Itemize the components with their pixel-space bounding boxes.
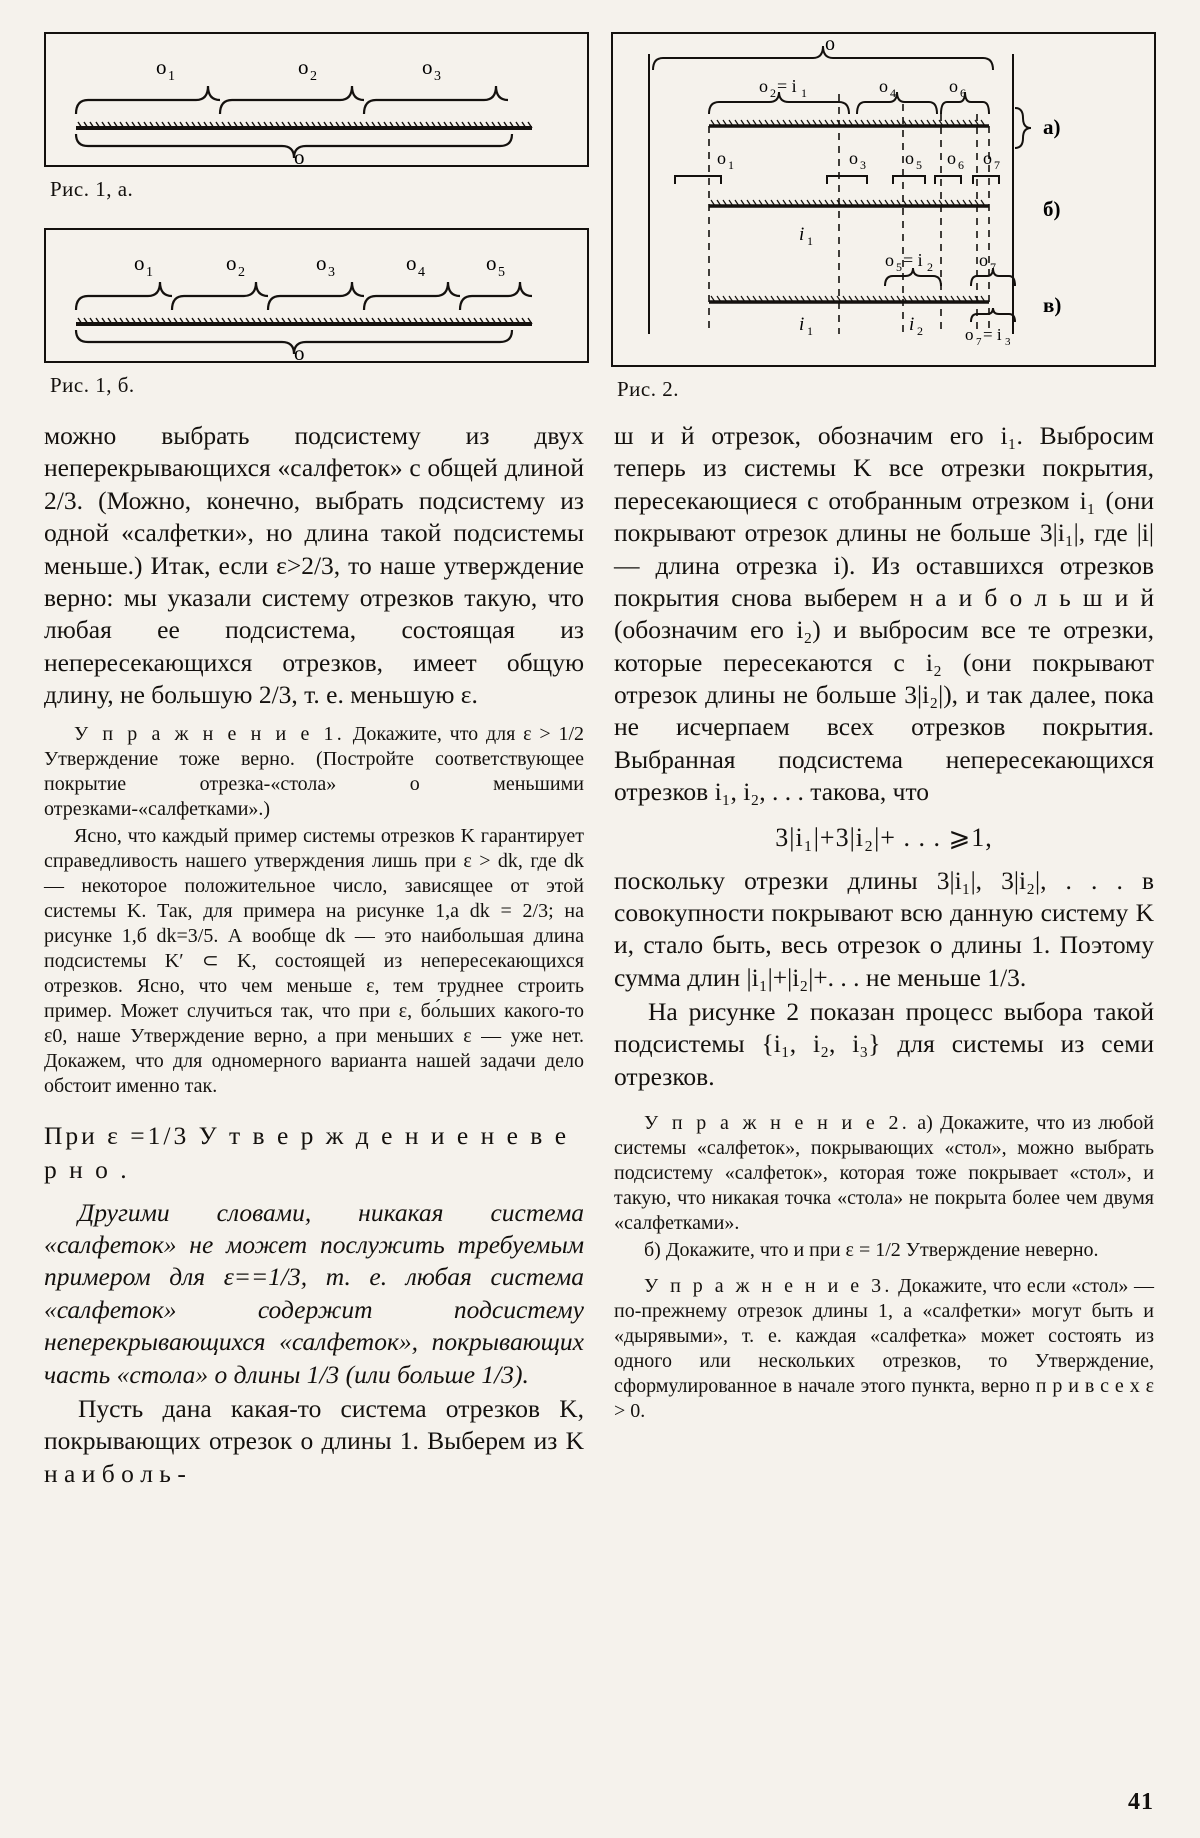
paragraph-right-2: поскольку отрезки длины 3|i₁|, 3|i₂|, . . . в совокупности покрывают всю данную систему K и, стало быть, весь отрезок o длины 1. Поэтому сумма длин |i₁|+|i₂|+. . . не меньше 1/3.	[614, 865, 1154, 992]
svg-text:o: o	[422, 55, 433, 79]
svg-text:а): а)	[1043, 115, 1061, 139]
svg-text:6: 6	[958, 158, 964, 172]
svg-text:o: o	[486, 251, 497, 275]
svg-text:i: i	[799, 314, 805, 335]
exercise-2-heading: У п р а ж н е н и е 2.	[644, 1112, 910, 1135]
svg-text:1: 1	[146, 265, 153, 280]
exercise-2	[614, 1111, 1154, 1236]
page-number: 41	[1128, 1789, 1154, 1815]
svg-text:o: o	[979, 250, 988, 270]
svg-text:o: o	[298, 55, 309, 79]
text-columns	[44, 420, 1156, 1492]
svg-text:o: o	[965, 325, 974, 344]
figures-right-column	[611, 24, 1156, 402]
svg-text:7: 7	[990, 260, 996, 274]
svg-text:= i: = i	[777, 76, 797, 96]
exercise-1	[44, 722, 584, 822]
svg-text:7: 7	[994, 158, 1000, 172]
figure-1b-drawing	[46, 230, 562, 361]
svg-text:o: o	[879, 76, 888, 96]
svg-text:o: o	[949, 76, 958, 96]
svg-text:o: o	[905, 148, 914, 168]
svg-text:o: o	[759, 76, 768, 96]
svg-text:o: o	[294, 341, 305, 361]
figures-left-column	[44, 24, 589, 398]
figure-1a-caption: Рис. 1, а.	[50, 177, 134, 201]
svg-text:5: 5	[896, 260, 902, 274]
figure-1a	[44, 32, 589, 167]
svg-text:2: 2	[770, 86, 776, 100]
paragraph-left-4: Пусть дана какая-то система отрезков K, покрывающих отрезок o длины 1. Выберем из K н а и б о л ь -	[44, 1393, 584, 1488]
display-equation: 3|i₁|+3|i₂|+ . . . ⩾1,	[775, 822, 993, 852]
svg-text:3: 3	[434, 69, 441, 84]
svg-text:1: 1	[168, 69, 175, 84]
figures-row	[44, 24, 1156, 402]
svg-text:o: o	[316, 251, 327, 275]
exercise-1-heading: У п р а ж н е н и е 1.	[74, 723, 345, 746]
svg-text:1: 1	[728, 158, 734, 172]
paragraph-left-3: Другими словами, никакая система «салфеток» не может послужить требуемым примером для ε==1/3, т. е. любая система «салфеток» содержит подсистему неперекрывающихся «салфеток», покрывающих часть «стола» o длины 1/3 (или больше 1/3).	[44, 1197, 584, 1389]
svg-text:1: 1	[807, 324, 813, 338]
right-column	[614, 420, 1154, 1492]
svg-text:o: o	[226, 251, 237, 275]
svg-text:o: o	[156, 55, 167, 79]
svg-text:в): в)	[1043, 293, 1062, 317]
paragraph-left-1: можно выбрать подсистему из двух неперекрывающихся «салфеток» с общей длиной 2/3. (Можно, конечно, выбрать подсистему из одной «салфетки», но длина такой подсистемы меньше.) Итак, если ε>2/3, то наше утверждение верно: мы указали систему отрезков такую, что любая ее подсистема, состоящая из непересекающихся отрезков, имеет общую длину, не большую 2/3, т. е. меньшую ε.	[44, 421, 584, 709]
svg-text:7: 7	[976, 336, 982, 348]
svg-text:o: o	[947, 148, 956, 168]
paragraph-right-1: ш и й отрезок, обозначим его i₁. Выбросим теперь из системы K все отрезки покрытия, пересекающиеся с отобранным отрезком i₁ (они покрывают отрезок длины не больше 3|i₁|, где |i| — длина отрезка i). Из оставшихся отрезков покрытия снова выберем н а и б о л ь ш и й (обозначим его i₂) и выбросим все те отрезки, которые пересекаются с i₂ (они покрывают отрезок длины не больше 3|i₂|), и так далее, пока не исчерпаем всех отрезков покрытия. Выбранная подсистема непересекающихся отрезков i₁, i₂, . . . такова, что	[614, 421, 1154, 807]
svg-text:o: o	[825, 34, 835, 55]
svg-text:= i: = i	[903, 250, 923, 270]
figure-2-caption: Рис. 2.	[617, 377, 679, 401]
figure-2	[611, 32, 1156, 367]
exercise-3-body: Докажите, что если «стол» — по-прежнему отрезок длины 1, а «салфетки» могут быть и «дырявыми», т. е. каждая «салфетка» может состоять из одного или нескольких отрезков, то Утверждение, сформулированное в начале этого пункта, верно п р и в с е х ε > 0.	[614, 1275, 1155, 1423]
svg-text:i: i	[799, 224, 805, 245]
svg-text:3: 3	[328, 265, 335, 280]
svg-text:1: 1	[801, 86, 807, 100]
svg-text:4: 4	[890, 86, 896, 100]
svg-text:6: 6	[960, 86, 966, 100]
svg-text:o: o	[294, 145, 305, 165]
svg-text:= i: = i	[983, 325, 1002, 344]
paragraph-right-3: На рисунке 2 показан процесс выбора такой подсистемы {i₁, i₂, i₃} для системы из семи отрезков.	[614, 997, 1154, 1091]
svg-text:o: o	[717, 148, 726, 168]
svg-text:2: 2	[917, 324, 923, 338]
figure-1b	[44, 228, 589, 363]
exercise-2-part-a: а) Докажите, что из любой системы «салфеток», покрывающих «стол», можно выбрать подсистему «салфеток», которая тоже покрывает «стол», и такую, что никакая точка «стола» не покрыта более чем двумя «салфетками».	[614, 1112, 1154, 1235]
svg-text:3: 3	[860, 158, 866, 172]
svg-text:o: o	[134, 251, 145, 275]
svg-text:4: 4	[418, 265, 425, 280]
svg-text:o: o	[406, 251, 417, 275]
figure-1b-caption: Рис. 1, б.	[50, 373, 135, 397]
svg-text:o: o	[849, 148, 858, 168]
svg-text:1: 1	[807, 234, 813, 248]
svg-text:2: 2	[310, 69, 317, 84]
svg-text:5: 5	[916, 158, 922, 172]
svg-text:2: 2	[238, 265, 245, 280]
exercise-2-part-b: б) Докажите, что и при ε = 1/2 Утверждение неверно.	[644, 1239, 1099, 1262]
figure-1a-drawing	[46, 34, 562, 165]
exercise-3	[614, 1274, 1154, 1424]
exercise-1-body: Докажите, что для ε > 1/2 Утверждение тоже верно. (Постройте соответствующее покрытие отрезка-«стола» o меньшими отрезками-«салфетками».)	[44, 723, 584, 821]
svg-text:o: o	[885, 250, 894, 270]
figure-2-drawing	[613, 34, 1129, 365]
left-column	[44, 420, 584, 1492]
svg-text:2: 2	[927, 260, 933, 274]
svg-text:б): б)	[1043, 197, 1061, 221]
svg-text:i: i	[909, 314, 915, 335]
exercise-3-heading: У п р а ж н е н и е 3.	[644, 1275, 893, 1298]
section-heading-epsilon-one-third: При ε =1/3 У т в е р ж д е н и е н е в е р н о .	[44, 1121, 570, 1184]
svg-text:3: 3	[1005, 336, 1011, 348]
svg-text:o: o	[983, 148, 992, 168]
paragraph-left-2: Ясно, что каждый пример системы отрезков K гарантирует справедливость нашего утверждения лишь при ε > dk, где dk — некоторое положительное число, зависящее от этой системы K. Так, для примера на рисунке 1,а dk = 2/3; на рисунке 1,б dk=3/5. А вообще dk — это наибольшая длина подсистемы K′ ⊂ K, состоящей из непересекающихся отрезков. Ясно, что чем меньше ε, тем труднее строить пример. Может случиться так, что при ε, бо́льших какого-то ε0, наше Утверждение верно, а при меньших ε — уже нет. Докажем, что для одномерного варианта нашей задачи дело обстоит именно так.	[44, 825, 584, 1098]
svg-text:5: 5	[498, 265, 505, 280]
